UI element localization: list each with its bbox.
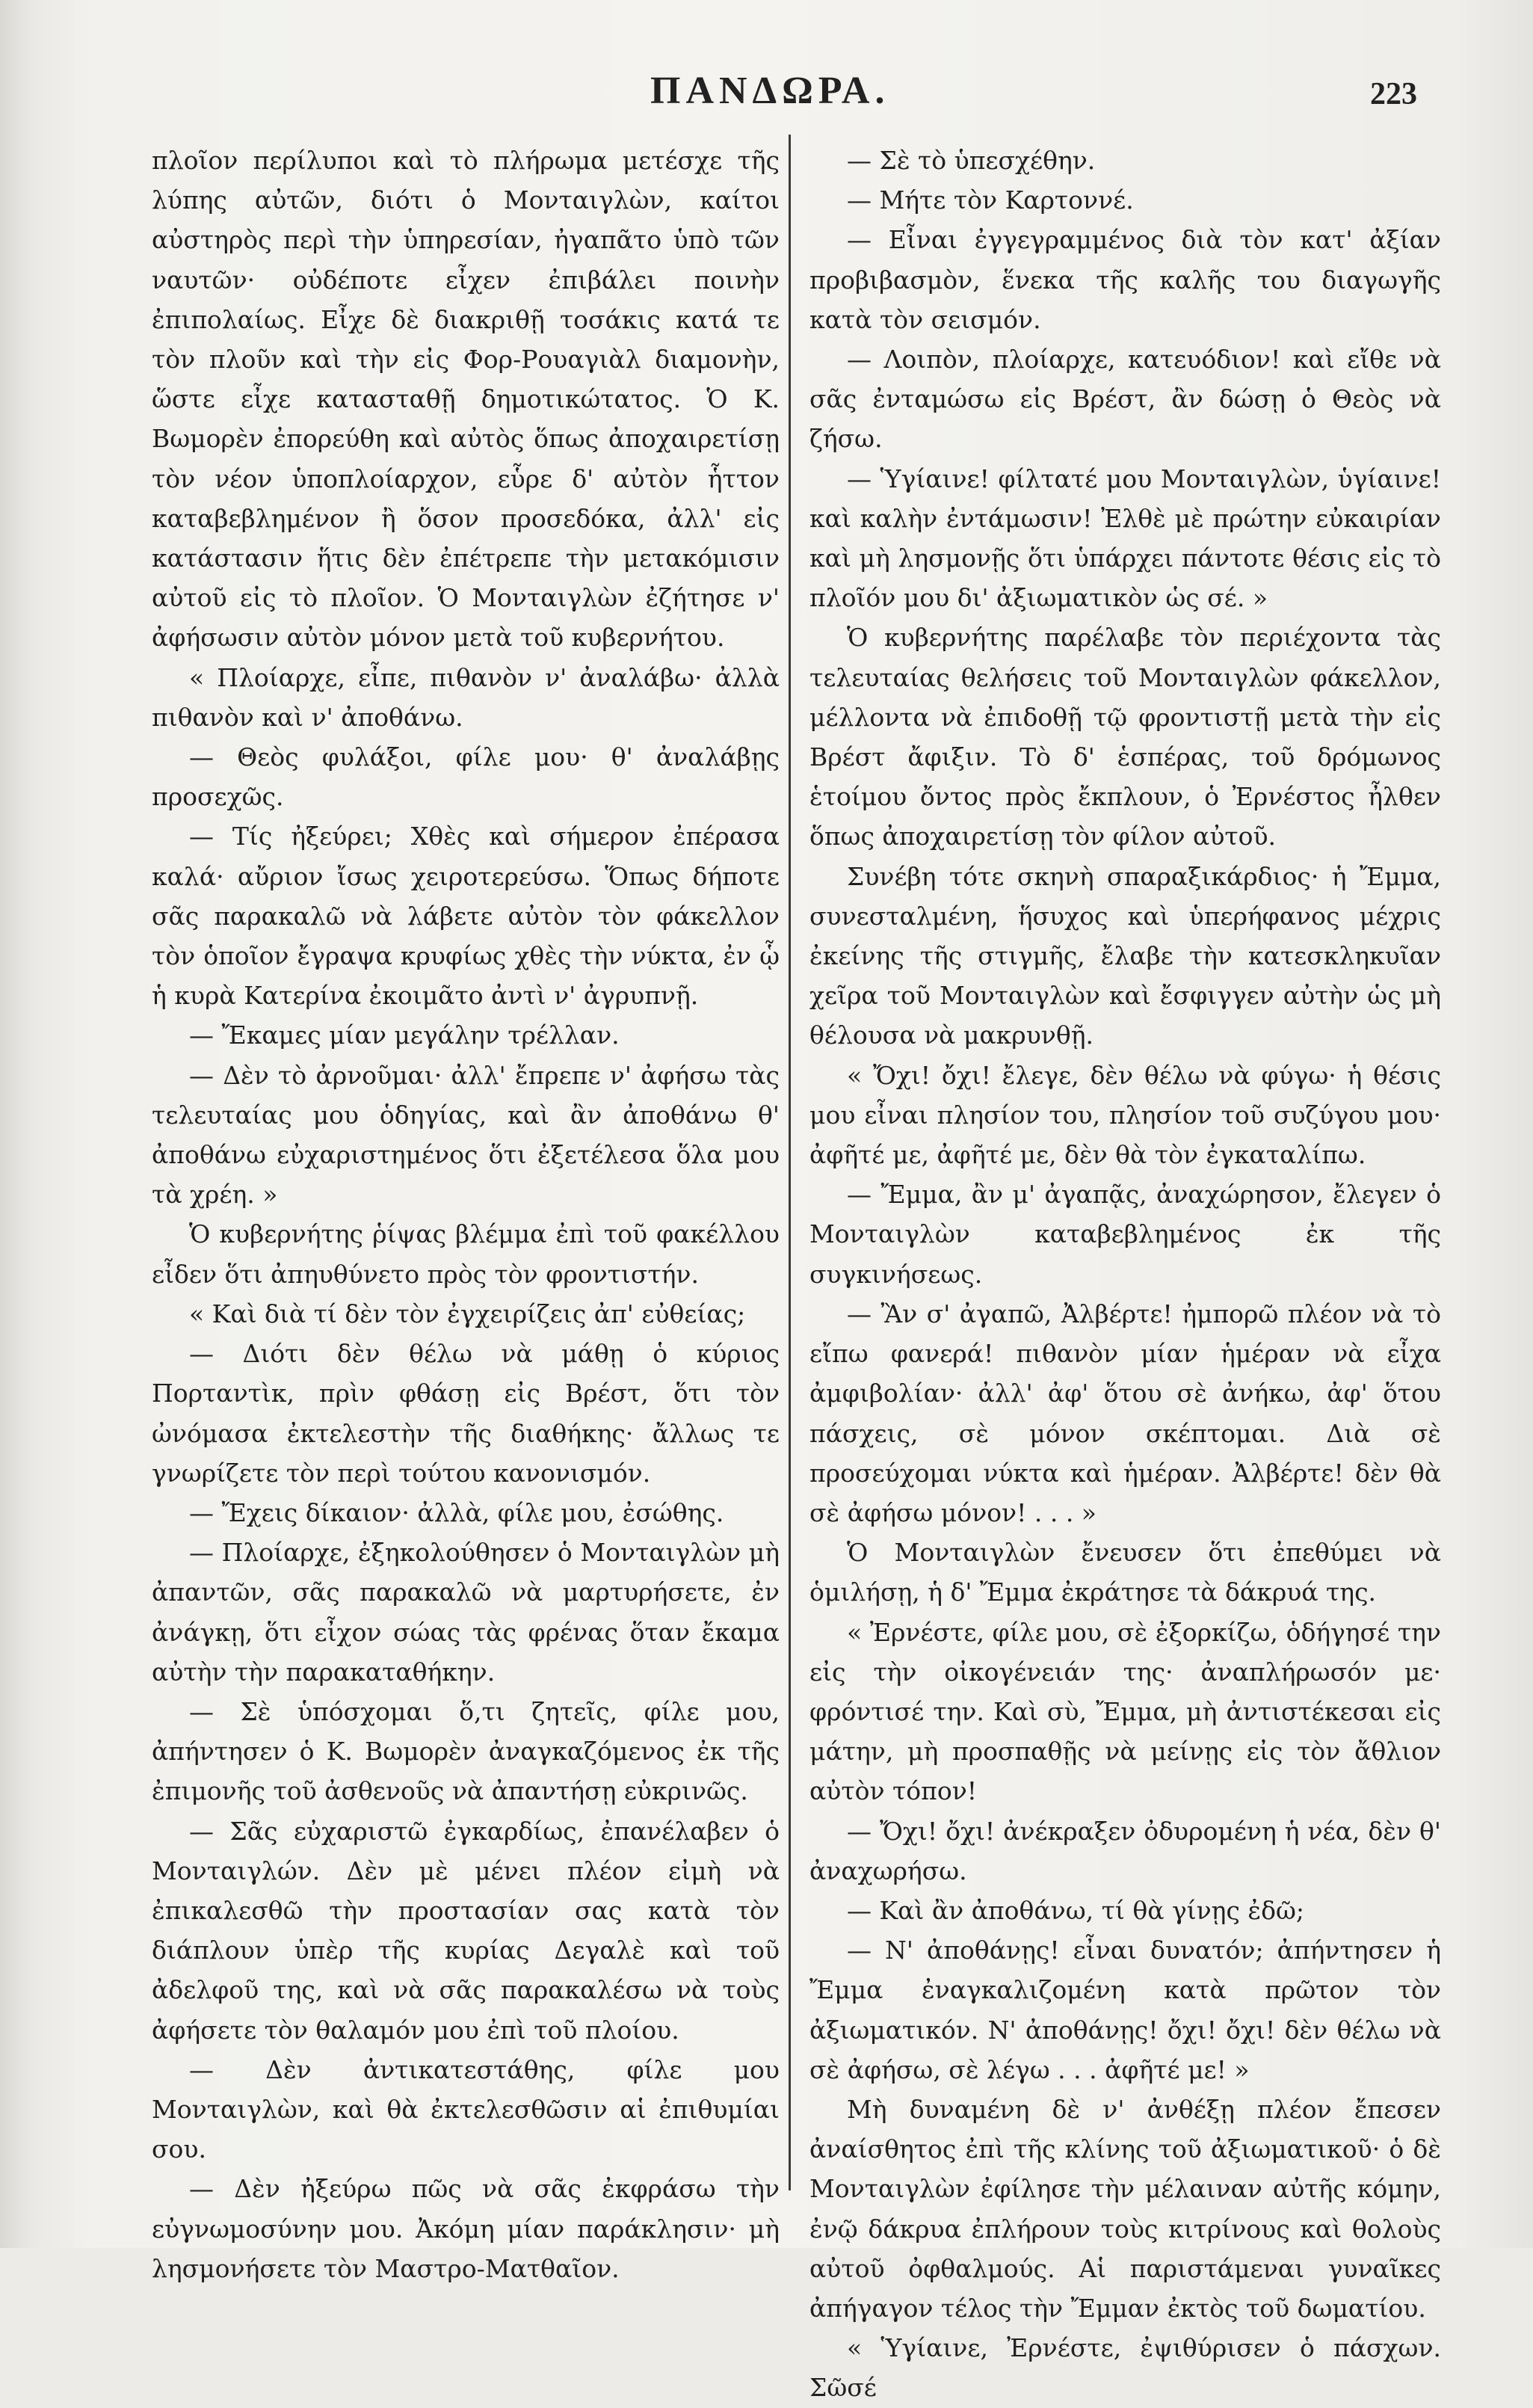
paragraph: — Ἔκαμες μίαν μεγάλην τρέλλαν.: [189, 1020, 620, 1050]
paragraph: — Δὲν ἀντικατεστάθης, φίλε μου Μονταιγλὼν, καὶ θὰ ἐκτελεσθῶσιν αἱ ἐπιθυμίαι σου.: [152, 2054, 780, 2164]
paragraph: — Τίς ἠξεύρει; Χθὲς καὶ σήμερον ἐπέρασα καλά· αὔριον ἴσως χειροτερεύσω. Ὅπως δήποτε σᾶς παρακαλῶ νὰ λάβετε αὐτὸν τὸν φάκελλον τὸν ὁποῖον ἔγραψα κρυφίως χθὲς τὴν νύκτα, ἐν ᾧ ἡ κυρὰ Κατερίνα ἐκοιμᾶτο ἀντὶ ν' ἀγρυπνῇ.: [152, 822, 780, 1011]
paragraph: « Καὶ διὰ τί δὲν τὸν ἐγχειρίζεις ἀπ' εὐθείας;: [189, 1299, 746, 1328]
paragraph: Ὁ Μονταιγλὼν ἔνευσεν ὅτι ἐπεθύμει νὰ ὁμιλήσῃ, ἡ δ' Ἔμμα ἐκράτησε τὰ δάκρυά της.: [809, 1538, 1441, 1607]
left-text-column: [152, 141, 780, 2283]
paragraph: — Δὲν ἠξεύρω πῶς νὰ σᾶς ἐκφράσω τὴν εὐγνωμοσύνην μου. Ἀκόμη μίαν παράκλησιν· μὴ λησμονήσετε τὸν Μαστρο-Ματθαῖον.: [152, 2174, 780, 2283]
paragraph: — Καὶ ἂν ἀποθάνω, τί θὰ γίνῃς ἐδῶ;: [847, 1895, 1305, 1925]
page-number: 223: [1370, 77, 1417, 111]
paragraph: « Πλοίαρχε, εἶπε, πιθανὸν ν' ἀναλάβω· ἀλλὰ πιθανὸν καὶ ν' ἀποθάνω.: [152, 662, 780, 732]
right-text-column: [809, 141, 1441, 2403]
paragraph: — Ἂν σ' ἀγαπῶ, Ἀλβέρτε! ἠμπορῶ πλέον νὰ τὸ εἴπω φανερά! πιθανὸν μίαν ἡμέραν νὰ εἶχα ἀμφιβολίαν· ἀλλ' ἀφ' ὅτου σὲ ἀνήκω, ἀφ' ὅτου πάσχεις, σὲ μόνον σκέπτομαι. Διὰ σὲ προσεύχομαι νύκτα καὶ ἡμέραν. Ἀλβέρτε! δὲν θὰ σὲ ἀφήσω μόνον! . . . »: [809, 1299, 1441, 1527]
running-head-title: ΠΑΝΔΩΡΑ.: [650, 70, 890, 112]
paragraph: — Ἔχεις δίκαιον· ἀλλὰ, φίλε μου, ἐσώθης.: [189, 1497, 724, 1527]
paragraph: Ὁ κυβερνήτης ῥίψας βλέμμα ἐπὶ τοῦ φακέλλου εἶδεν ὅτι ἀπηυθύνετο πρὸς τὸν φροντιστήν.: [152, 1219, 780, 1289]
paragraph: — Διότι δὲν θέλω νὰ μάθῃ ὁ κύριος Πορταντὶκ, πρὶν φθάσῃ εἰς Βρέστ, ὅτι τὸν ὠνόμασα ἐκτελεστὴν τῆς διαθήκης· ἄλλως τε γνωρίζετε τὸν περὶ τούτου κανονισμόν.: [152, 1339, 780, 1488]
paragraph: — Δὲν τὸ ἀρνοῦμαι· ἀλλ' ἔπρεπε ν' ἀφήσω τὰς τελευταίας μου ὁδηγίας, καὶ ἂν ἀποθάνω θ' ἀποθάνω εὐχαριστημένος ὅτι ἐξετέλεσα ὅλα μου τὰ χρέη. »: [152, 1060, 780, 1210]
column-divider-rule: [789, 135, 791, 2190]
paragraph: — Σὲ ὑπόσχομαι ὅ,τι ζητεῖς, φίλε μου, ἀπήντησεν ὁ Κ. Βωμορὲν ἀναγκαζόμενος ἐκ τῆς ἐπιμονῆς τοῦ ἀσθενοῦς νὰ ἀπαντήσῃ εὐκρινῶς.: [152, 1696, 780, 1806]
paragraph: « Ὄχι! ὄχι! ἔλεγε, δὲν θέλω νὰ φύγω· ἡ θέσις μου εἶναι πλησίον του, πλησίον τοῦ συζύγου μου· ἀφῆτέ με, ἀφῆτέ με, δὲν θὰ τὸν ἐγκαταλίπω.: [809, 1060, 1441, 1170]
paragraph: — Σὲ τὸ ὑπεσχέθην.: [847, 146, 1096, 175]
paragraph: Ὁ κυβερνήτης παρέλαβε τὸν περιέχοντα τὰς τελευταίας θελήσεις τοῦ Μονταιγλὼν φάκελλον, μέλλοντα νὰ ἐπιδοθῇ τῷ φροντιστῇ μετὰ τὴν εἰς Βρέστ ἄφιξιν. Τὸ δ' ἑσπέρας, τοῦ δρόμωνος ἑτοίμου ὄντος πρὸς ἔκπλουν, ὁ Ἐρνέστος ἦλθεν ὅπως ἀποχαιρετίσῃ τὸν φίλον αὐτοῦ.: [809, 623, 1441, 852]
paragraph: — Ὑγίαινε! φίλτατέ μου Μονταιγλὼν, ὑγίαινε! καὶ καλὴν ἐντάμωσιν! Ἐλθὲ μὲ πρώτην εὐκαιρίαν καὶ μὴ λησμονῇς ὅτι ὑπάρχει πάντοτε θέσις εἰς τὸ πλοῖόν μου δι' ἀξιωματικὸν ὡς σέ. »: [809, 464, 1441, 613]
paragraph: — Ν' ἀποθάνῃς! εἶναι δυνατόν; ἀπήντησεν ἡ Ἔμμα ἐναγκαλιζομένη κατὰ πρῶτον τὸν ἀξιωματικόν. Ν' ἀποθάνῃς! ὄχι! ὄχι! δὲν θέλω νὰ σὲ ἀφήσω, σὲ λέγω . . . ἀφῆτέ με! »: [809, 1936, 1441, 2084]
paragraph: — Λοιπὸν, πλοίαρχε, κατευόδιον! καὶ εἴθε νὰ σᾶς ἐνταμώσω εἰς Βρέστ, ἂν δώσῃ ὁ Θεὸς νὰ ζήσω.: [809, 345, 1441, 454]
paragraph: — Μήτε τὸν Καρτοννέ.: [847, 185, 1134, 215]
paragraph: — Θεὸς φυλάξοι, φίλε μου· θ' ἀναλάβῃς προσεχῶς.: [152, 742, 780, 812]
paragraph: πλοῖον περίλυποι καὶ τὸ πλήρωμα μετέσχε τῆς λύπης αὐτῶν, διότι ὁ Μονταιγλὼν, καίτοι αὐστηρὸς περὶ τὴν ὑπηρεσίαν, ἠγαπᾶτο ὑπὸ τῶν ναυτῶν· οὐδέποτε εἶχεν ἐπιβάλει ποινὴν ἐπιπολαίως. Εἶχε δὲ διακριθῇ τοσάκις κατά τε τὸν πλοῦν καὶ τὴν εἰς Φορ-Ρουαγιὰλ διαμονὴν, ὥστε εἶχε κατασταθῇ δημοτικώτατος. Ὁ Κ. Βωμορὲν ἐπορεύθη καὶ αὐτὸς ὅπως ἀποχαιρετίσῃ τὸν νέον ὑποπλοίαρχον, εὗρε δ' αὐτὸν ἧττον καταβεβλημένον ἢ ὅσον προσεδόκα, ἀλλ' εἰς κατάστασιν ἥτις δὲν ἐπέτρεπε τὴν μετακόμισιν αὐτοῦ εἰς τὸ πλοῖον. Ὁ Μονταιγλὼν ἐζήτησε ν' ἀφήσωσιν αὐτὸν μόνον μετὰ τοῦ κυβερνήτου.: [152, 146, 780, 653]
paragraph: Μὴ δυναμένη δὲ ν' ἀνθέξῃ πλέον ἔπεσεν ἀναίσθητος ἐπὶ τῆς κλίνης τοῦ ἀξιωματικοῦ· ὁ δὲ Μονταιγλὼν ἐφίλησε τὴν μέλαιναν αὐτῆς κόμην, ἐνῷ δάκρυα ἐπλήρουν τοὺς κιτρίνους καὶ θολοὺς αὐτοῦ ὀφθαλμούς. Αἱ παριστάμεναι γυναῖκες ἀπήγαγον τέλος τὴν Ἔμμαν ἐκτὸς τοῦ δωματίου.: [809, 2094, 1441, 2323]
paragraph: Συνέβη τότε σκηνὴ σπαραξικάρδιος· ἡ Ἔμμα, συνεσταλμένη, ἥσυχος καὶ ὑπερήφανος μέχρις ἐκείνης τῆς στιγμῆς, ἔλαβε τὴν κατεσκληκυῖαν χεῖρα τοῦ Μονταιγλὼν καὶ ἔσφιγγεν αὐτὴν ὡς μὴ θέλουσα νὰ μακρυνθῇ.: [809, 861, 1441, 1050]
paragraph: — Πλοίαρχε, ἐξηκολούθησεν ὁ Μονταιγλὼν μὴ ἀπαντῶν, σᾶς παρακαλῶ νὰ μαρτυρήσετε, ἐν ἀνάγκῃ, ὅτι εἶχον σώας τὰς φρένας ὅταν ἔκαμα αὐτὴν τὴν παρακαταθήκην.: [152, 1538, 780, 1687]
paragraph: — Εἶναι ἐγγεγραμμένος διὰ τὸν κατ' ἀξίαν προβιβασμὸν, ἕνεκα τῆς καλῆς του διαγωγῆς κατὰ τὸν σεισμόν.: [809, 225, 1441, 334]
paragraph: — Ὄχι! ὄχι! ἀνέκραξεν ὀδυρομένη ἡ νέα, δὲν θ' ἀναχωρήσω.: [809, 1816, 1441, 1885]
paragraph: — Σᾶς εὐχαριστῶ ἐγκαρδίως, ἐπανέλαβεν ὁ Μονταιγλών. Δὲν μὲ μένει πλέον εἰμὴ νὰ ἐπικαλεσθῶ τὴν προστασίαν σας κατὰ τὸν διάπλουν ὑπὲρ τῆς κυρίας Δεγαλὲ καὶ τοῦ ἀδελφοῦ της, καὶ νὰ σᾶς παρακαλέσω νὰ τοὺς ἀφήσετε τὸν θαλαμόν μου ἐπὶ τοῦ πλοίου.: [152, 1816, 780, 2045]
paragraph: « Ἐρνέστε, φίλε μου, σὲ ἐξορκίζω, ὁδήγησέ την εἰς τὴν οἰκογένειάν της· ἀναπλήρωσόν με· φρόντισέ την. Καὶ σὺ, Ἔμμα, μὴ ἀντιστέκεσαι εἰς μάτην, μὴ προσπαθῇς νὰ μείνῃς εἰς τὸν ἄθλιον αὐτὸν τόπον!: [809, 1617, 1441, 1806]
paragraph: — Ἔμμα, ἂν μ' ἀγαπᾷς, ἀναχώρησον, ἔλεγεν ὁ Μονταιγλὼν καταβεβλημένος ἐκ τῆς συγκινήσεως.: [809, 1180, 1441, 1289]
paragraph: « Ὑγίαινε, Ἐρνέστε, ἐψιθύρισεν ὁ πάσχων. Σῶσέ: [809, 2333, 1441, 2403]
